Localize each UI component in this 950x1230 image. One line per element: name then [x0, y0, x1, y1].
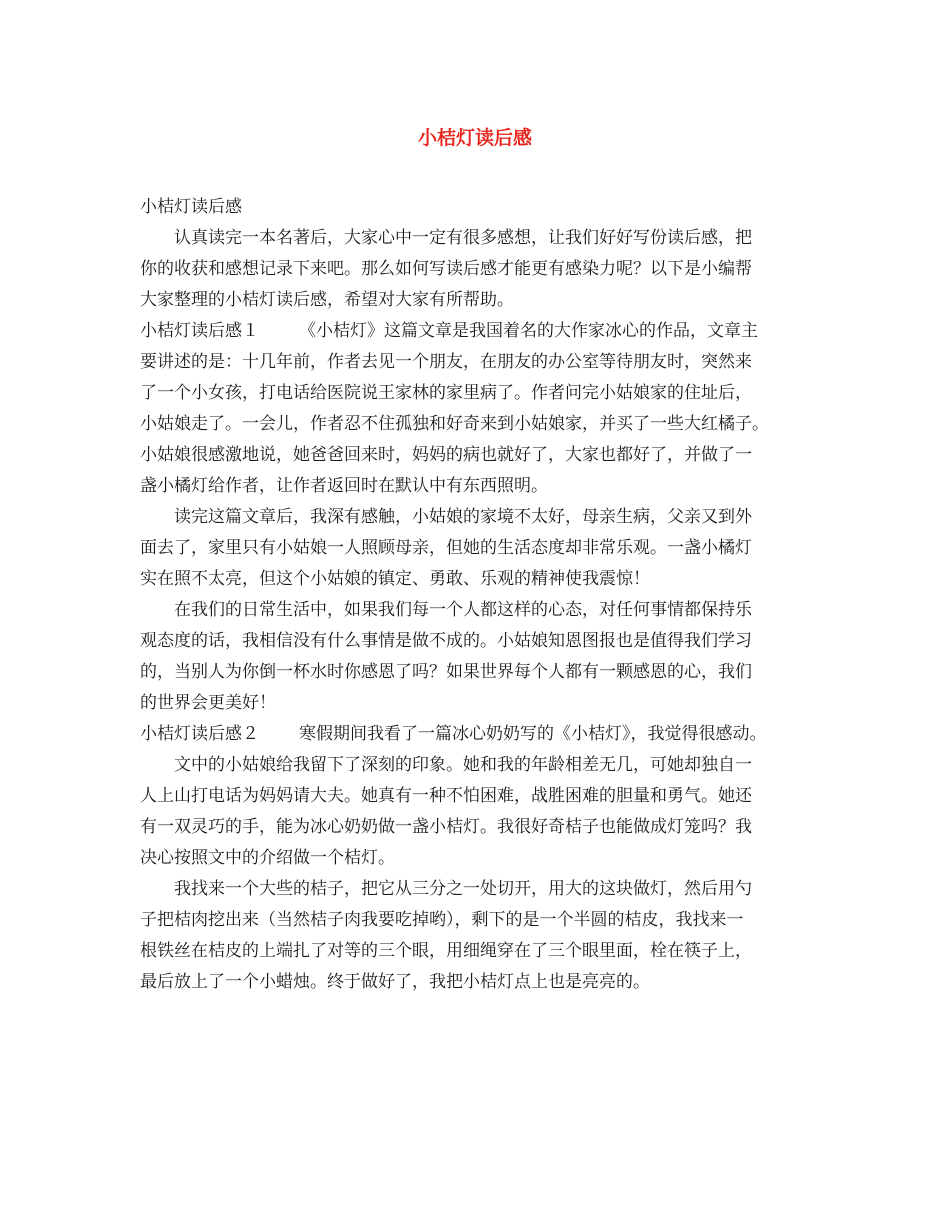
document-body: [140, 192, 820, 998]
paragraph-line: 的，当别人为你倒一杯水时你感恩了吗？如果世界每个人都有一颗感恩的心，我们: [140, 662, 752, 682]
paragraph-line: 决心按照文中的介绍做一个桔灯。: [140, 848, 395, 868]
section-2-label: 小桔灯读后感２: [140, 724, 259, 744]
paragraph-line: 面去了，家里只有小姑娘一人照顾母亲，但她的生活态度却非常乐观。一盏小橘灯: [140, 538, 752, 558]
section-1-label: 小桔灯读后感１: [140, 321, 259, 341]
paragraph-line: 我找来一个大些的桔子，把它从三分之一处切开，用大的这块做灯，然后用勺: [174, 879, 752, 899]
paragraph-line: 在我们的日常生活中，如果我们每一个人都这样的心态，对任何事情都保持乐: [174, 600, 752, 620]
paragraph-line: 盏小橘灯给作者，让作者返回时在默认中有东西照明。: [140, 476, 548, 496]
paragraph-line: 小姑娘走了。一会儿，作者忍不住孤独和好奇来到小姑娘家，并买了一些大红橘子。: [140, 414, 769, 434]
paragraph-line: 读完这篇文章后，我深有感触，小姑娘的家境不太好，母亲生病，父亲又到外: [174, 507, 752, 527]
paragraph-line: 根铁丝在桔皮的上端扎了对等的三个眼，用细绳穿在了三个眼里面，栓在筷子上，: [140, 941, 752, 961]
section-2-paragraph-3: [140, 874, 820, 998]
paragraph-line: 子把桔肉挖出来（当然桔子肉我要吃掉哟），剩下的是一个半圆的桔皮，我找来一: [140, 910, 744, 930]
section-2-paragraph-1: [140, 719, 820, 750]
paragraph-line: 认真读完一本名著后，大家心中一定有很多感想，让我们好好写份读后感，把: [174, 228, 752, 248]
paragraph-line: 实在照不太亮，但这个小姑娘的镇定、勇敢、乐观的精神使我震惊！: [140, 569, 650, 589]
paragraph-line: 人上山打电话为妈妈请大夫。她真有一种不怕困难，战胜困难的胆量和勇气。她还: [140, 786, 752, 806]
section-2-first-text: 寒假期间我看了一篇冰心奶奶写的《小桔灯》，我觉得很感动。: [299, 724, 767, 744]
paragraph-line: 要讲述的是：十几年前，作者去见一个朋友，在朋友的办公室等待朋友时，突然来: [140, 352, 752, 372]
paragraph-line: 你的收获和感想记录下来吧。那么如何写读后感才能更有感染力呢？以下是小编帮: [140, 259, 752, 279]
section-1-paragraph-1: [140, 316, 820, 502]
paragraph-line: 最后放上了一个小蜡烛。终于做好了，我把小桔灯点上也是亮亮的。: [140, 972, 650, 992]
heading-line: 小桔灯读后感: [140, 197, 242, 217]
paragraph-line: 的世界会更美好！: [140, 693, 276, 713]
section-1-paragraph-2: [140, 502, 820, 595]
paragraph-line: 了一个小女孩，打电话给医院说王家林的家里病了。作者问完小姑娘家的住址后，: [140, 383, 752, 403]
section-1-first-text: 《小桔灯》这篇文章是我国着名的大作家冰心的作品，文章主: [299, 321, 758, 341]
section-1-first-line: [140, 316, 820, 347]
section-heading: [140, 192, 820, 223]
section-2-paragraph-2: [140, 750, 820, 874]
paragraph-line: 观态度的话，我相信没有什么事情是做不成的。小姑娘知恩图报也是值得我们学习: [140, 631, 752, 651]
section-1-paragraph-3: [140, 595, 820, 719]
paragraph-line: 小姑娘很感激地说，她爸爸回来时，妈妈的病也就好了，大家也都好了，并做了一: [140, 445, 752, 465]
section-2-first-line: [140, 719, 820, 750]
paragraph-line: 文中的小姑娘给我留下了深刻的印象。她和我的年龄相差无几，可她却独自一: [174, 755, 752, 775]
document-title: 小桔灯读后感: [417, 127, 532, 149]
paragraph-line: 有一双灵巧的手，能为冰心奶奶做一盏小桔灯。我很好奇桔子也能做成灯笼吗？我: [140, 817, 752, 837]
paragraph-line: 大家整理的小桔灯读后感，希望对大家有所帮助。: [140, 290, 514, 310]
intro-paragraph: [140, 223, 820, 316]
